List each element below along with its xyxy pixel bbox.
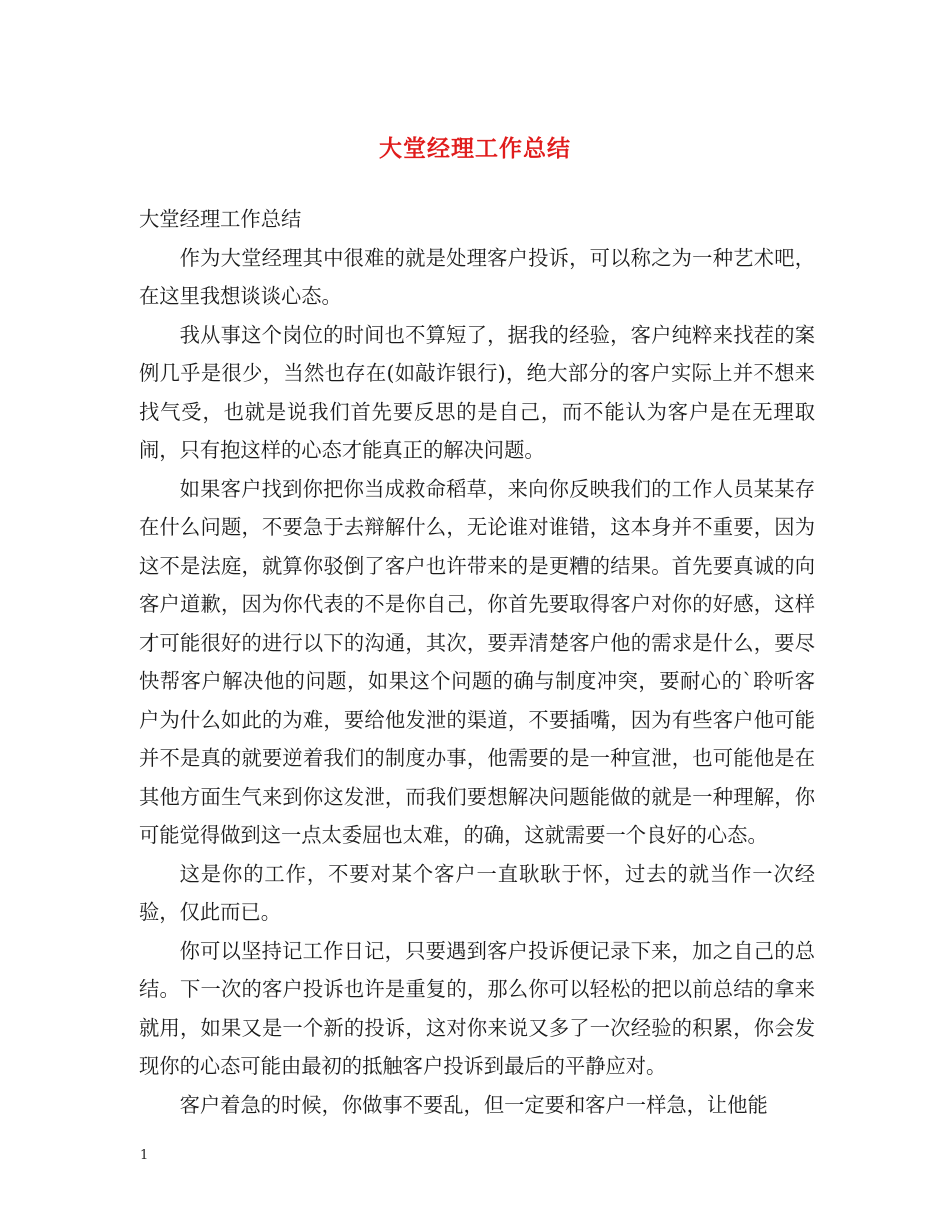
paragraph: 客户着急的时候，你做事不要乱，但一定要和客户一样急，让他能 — [179, 1092, 768, 1117]
paragraph: 作为大堂经理其中很难的就是处理客户投诉，可以称之为一种艺术吧，在这里我想谈谈心态。 — [139, 245, 815, 308]
paragraph: 我从事这个岗位的时间也不算短了，据我的经验，客户纯粹来找茬的案例几乎是很少，当然也存在(如敲诈银行)，绝大部分的客户实际上并不想来找气受，也就是说我们首先要反思的是自己，而不能认为客户是在无理取闹，只有抱这样的心态才能真正的解决问题。 — [139, 322, 815, 462]
paragraph: 这是你的工作，不要对某个客户一直耿耿于怀，过去的就当作一次经验，仅此而已。 — [139, 861, 815, 924]
page-number: 1 — [140, 1148, 149, 1163]
paragraph: 你可以坚持记工作日记，只要遇到客户投诉便记录下来，加之自己的总结。下一次的客户投诉也许是重复的，那么你可以轻松的把以前总结的拿来就用，如果又是一个新的投诉，这对你来说又多了一次经验的积累，你会发现你的心态可能由最初的抵触客户投诉到最后的平静应对。 — [139, 938, 815, 1078]
document-title: 大堂经理工作总结 — [379, 135, 571, 162]
document-body — [139, 200, 815, 1124]
document-subtitle: 大堂经理工作总结 — [139, 207, 302, 231]
paragraph: 如果客户找到你把你当成救命稻草，来向你反映我们的工作人员某某存在什么问题，不要急于去辩解什么，无论谁对谁错，这本身并不重要，因为这不是法庭，就算你驳倒了客户也许带来的是更糟的结果。首先要真诚的向客户道歉，因为你代表的不是你自己，你首先要取得客户对你的好感，这样才可能很好的进行以下的沟通，其次，要弄清楚客户他的需求是什么，要尽快帮客户解决他的问题，如果这个问题的确与制度冲突，要耐心的`聆听客户为什么如此的为难，要给他发泄的渠道，不要插嘴，因为有些客户他可能并不是真的就要逆着我们的制度办事，他需要的是一种宣泄，也可能他是在其他方面生气来到你这发泄，而我们要想解决问题能做的就是一种理解，你可能觉得做到这一点太委屈也太难，的确，这就需要一个良好的心态。 — [139, 476, 815, 847]
